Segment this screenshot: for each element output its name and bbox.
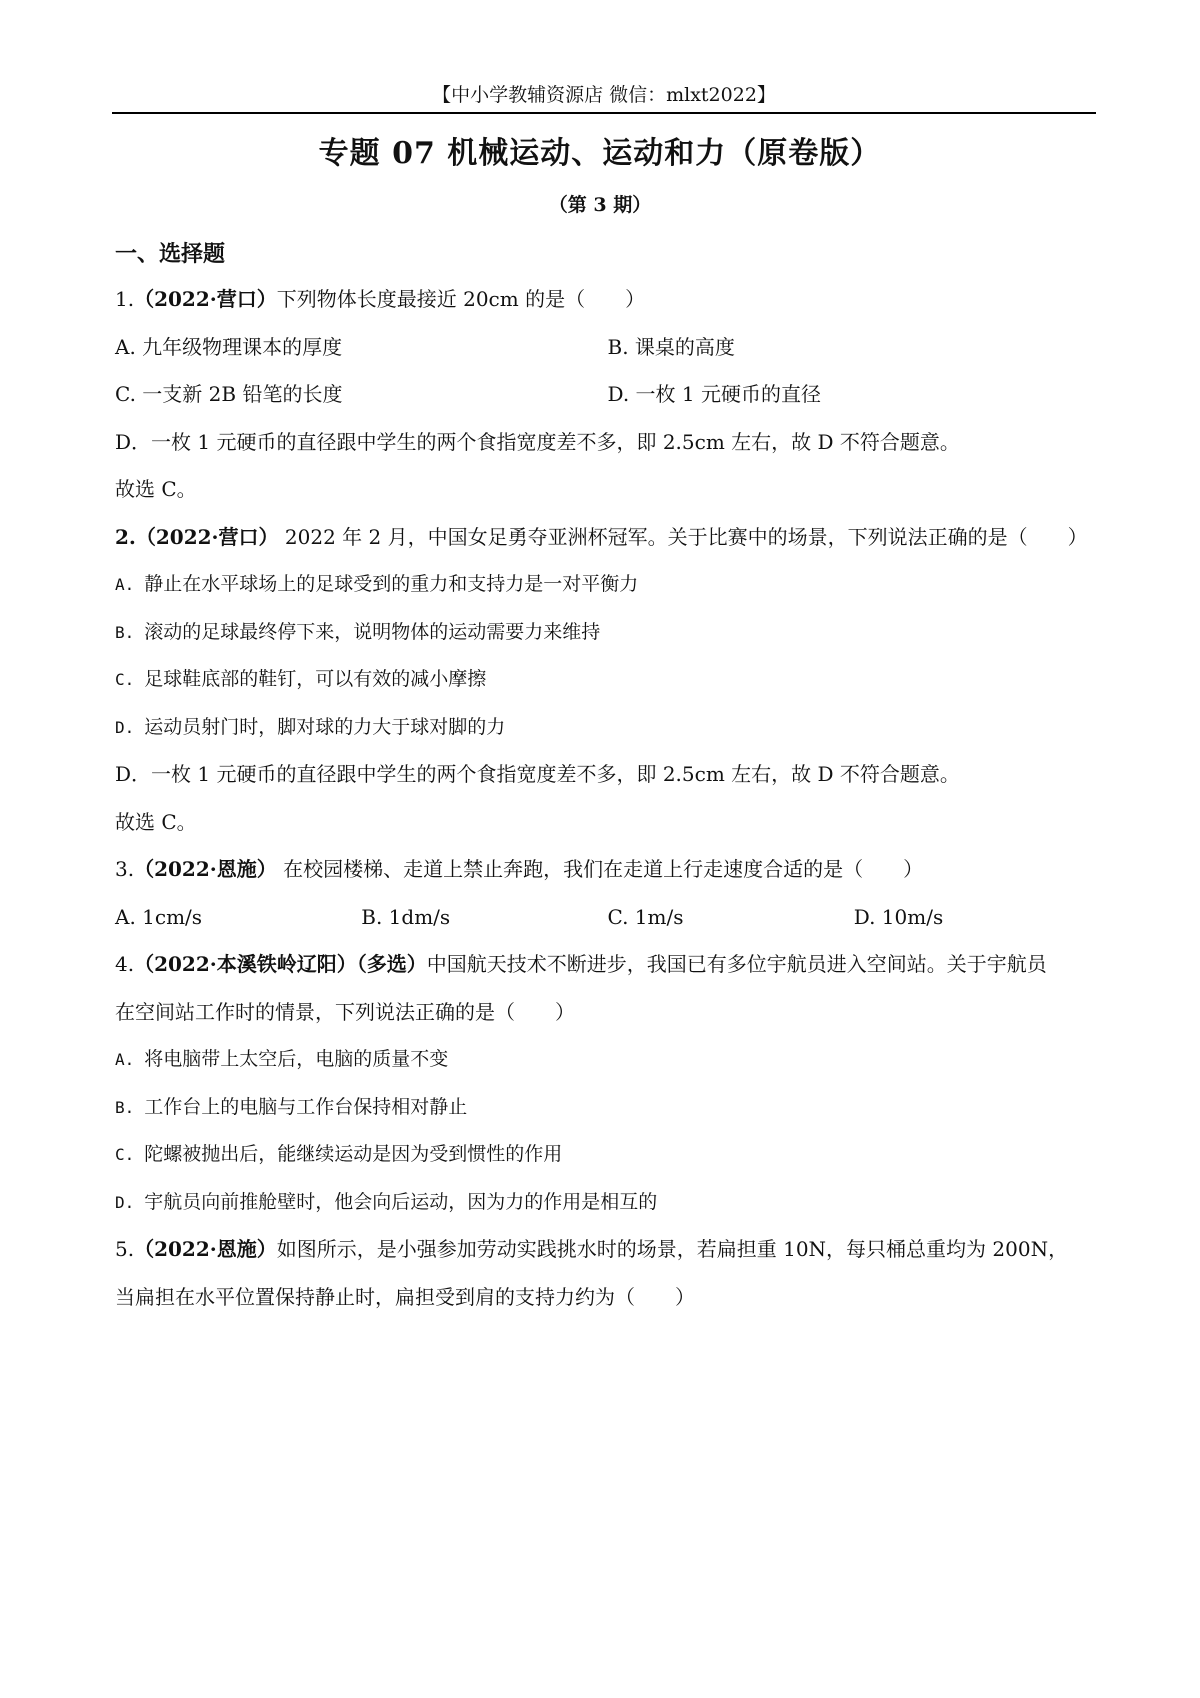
header-text: 【中小学教辅资源店 微信：mlxt2022】	[432, 84, 776, 106]
option-letter: B.	[115, 1097, 135, 1117]
question-text: 在校园楼梯、走道上禁止奔跑，我们在走道上行走速度合适的是（ ）	[276, 857, 924, 881]
question-2-option-b	[115, 609, 1100, 657]
option-a: A. 九年级物理课本的厚度	[115, 334, 343, 359]
option-letter: D.	[115, 717, 135, 737]
question-4-option-a	[115, 1036, 1100, 1084]
question-2-option-a	[115, 561, 1100, 609]
option-c: C. 1m/s	[607, 904, 684, 929]
question-3-stem	[115, 846, 1100, 894]
option-letter: C.	[115, 1145, 135, 1164]
option-text: 足球鞋底部的鞋钉，可以有效的减小摩擦	[144, 668, 487, 690]
question-source: （2022·营口）	[135, 524, 279, 549]
option-text: 宇航员向前推舱壁时，他会向后运动，因为力的作用是相互的	[144, 1190, 658, 1213]
question-2-option-d	[115, 704, 1100, 752]
option-text: 将电脑带上太空后，电脑的质量不变	[144, 1048, 449, 1070]
question-2-option-c	[115, 656, 1100, 704]
document-subtitle: （第 3 期）	[548, 194, 652, 216]
option-text: 静止在水平球场上的足球受到的重力和支持力是一对平衡力	[144, 573, 639, 595]
question-source: （2022·恩施）	[134, 1237, 277, 1261]
question-source: （2022·恩施）	[134, 857, 277, 881]
question-4-option-d	[115, 1179, 1100, 1227]
question-1-answer: 故选 C。	[115, 477, 197, 501]
question-2-stem	[115, 514, 1100, 562]
question-2-note: D．一枚 1 元硬币的直径跟中学生的两个食指宽度差不多，即 2.5cm 左右，故 D 不符合题意。	[115, 762, 960, 786]
question-1-options-row-2	[115, 371, 1100, 419]
question-4-stem-line-1	[115, 941, 1100, 989]
section-title: 一、选择题	[115, 241, 226, 267]
question-source: （2022·营口）	[134, 287, 277, 311]
question-5-stem-line-2: 当扁担在水平位置保持静止时，扁担受到肩的支持力约为（ ）	[115, 1284, 695, 1309]
question-number: 1.	[115, 287, 135, 311]
option-c: C. 一支新 2B 铅笔的长度	[115, 382, 343, 406]
option-text: 陀螺被抛出后，能继续运动是因为受到惯性的作用	[144, 1143, 563, 1165]
option-letter: A.	[115, 1050, 135, 1069]
question-text: 下列物体长度最接近 20cm 的是（ ）	[276, 287, 646, 311]
option-text: 运动员射门时，脚对球的力大于球对脚的力	[144, 715, 506, 738]
option-a: A. 1cm/s	[115, 904, 203, 929]
question-1-stem	[115, 276, 1100, 324]
question-number: 4.	[115, 952, 135, 976]
document-body	[115, 232, 1100, 1321]
option-letter: B.	[115, 622, 135, 642]
option-b: B. 课桌的高度	[607, 334, 735, 359]
question-number: 5.	[115, 1237, 135, 1261]
option-text: 滚动的足球最终停下来，说明物体的运动需要力来维持	[144, 620, 601, 643]
question-number: 2.	[115, 524, 136, 549]
page-header	[112, 82, 1096, 114]
document-title: 专题 07 机械运动、运动和力（原卷版）	[318, 136, 882, 171]
option-d: D. 一枚 1 元硬币的直径	[607, 382, 821, 406]
option-letter: A.	[115, 575, 135, 594]
question-4-option-b	[115, 1084, 1100, 1132]
option-d: D. 10m/s	[853, 904, 944, 929]
question-source: （2022·本溪铁岭辽阳）（多选）	[134, 952, 427, 976]
option-b: B. 1dm/s	[361, 904, 451, 929]
question-text: 中国航天技术不断进步，我国已有多位宇航员进入空间站。关于宇航员	[426, 952, 1047, 976]
question-text: 2022 年 2 月，中国女足勇夺亚洲杯冠军。关于比赛中的场景，下列说法正确的是（ ）	[278, 524, 1088, 549]
question-2-answer: 故选 C。	[115, 809, 197, 834]
question-1-note: D．一枚 1 元硬币的直径跟中学生的两个食指宽度差不多，即 2.5cm 左右，故 D 不符合题意。	[115, 429, 960, 454]
question-3-options	[115, 894, 1100, 942]
question-text: 如图所示，是小强参加劳动实践挑水时的场景，若扁担重 10N，每只桶总重均为 200N，	[276, 1237, 1069, 1261]
question-4-option-c	[115, 1131, 1100, 1179]
option-letter: D.	[115, 1192, 135, 1212]
question-5-stem-line-1	[115, 1226, 1100, 1274]
option-letter: C.	[115, 670, 135, 689]
option-text: 工作台上的电脑与工作台保持相对静止	[144, 1095, 468, 1118]
question-4-stem-line-2: 在空间站工作时的情景，下列说法正确的是（ ）	[115, 999, 575, 1024]
question-1-options-row-1	[115, 324, 1100, 372]
question-number: 3.	[115, 857, 135, 881]
